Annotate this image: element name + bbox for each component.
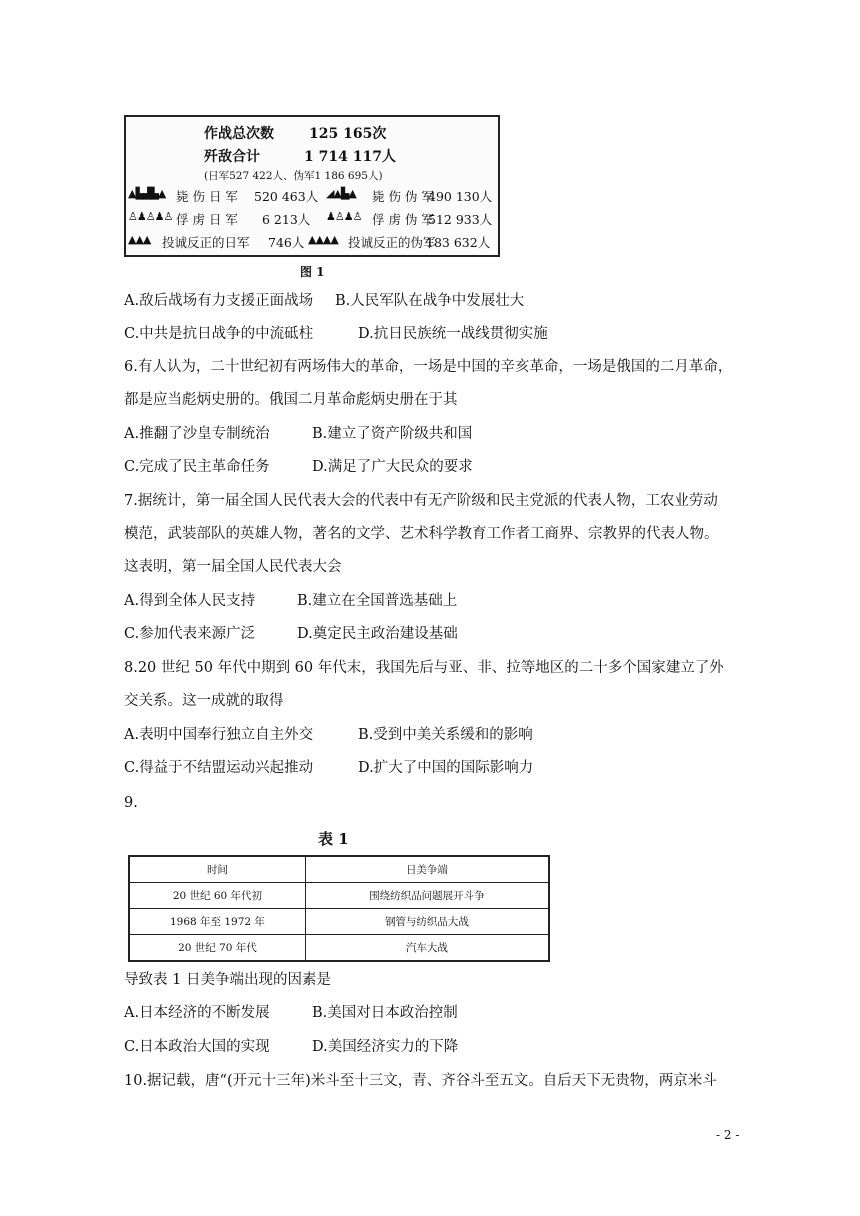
q8-option-c: C.得益于不结盟运动兴起推动 bbox=[124, 760, 314, 776]
stat-right-label: 投诚反正的伪军 bbox=[348, 235, 436, 250]
soldier-icon-group: ♟♙♟♙ bbox=[326, 210, 362, 223]
q9-option-d: D.美国经济实力的下降 bbox=[312, 1039, 459, 1055]
table-cell: 20 世纪 60 年代初 bbox=[129, 883, 305, 909]
stat-right-label: 毙 伤 伪 军 bbox=[372, 189, 434, 204]
table-cell: 汽车大战 bbox=[305, 935, 549, 962]
page-number: - 2 - bbox=[716, 1128, 740, 1142]
table-1 bbox=[128, 855, 550, 962]
stat-right-value: 512 933人 bbox=[428, 212, 493, 227]
soldier-icon-group: ▲▙▟▙▲ bbox=[128, 187, 166, 200]
stat-right-value: 490 130人 bbox=[428, 189, 493, 204]
q7-stem-line-2: 模范，武装部队的英雄人物，著名的文学、艺术科学教育工作者工商界、宗教界的代表人物。 bbox=[124, 526, 719, 542]
table-header-cell: 时间 bbox=[129, 856, 305, 883]
q8-option-a: A.表明中国奉行独立自主外交 bbox=[124, 727, 314, 743]
q5-option-a: A.敌后战场有力支援正面战场 bbox=[124, 293, 314, 309]
enemy-killed-label: 歼敌合计 bbox=[204, 149, 260, 165]
q6-option-c: C.完成了民主革命任务 bbox=[124, 459, 270, 475]
table-row bbox=[129, 883, 549, 909]
stat-left-value: 6 213人 bbox=[262, 212, 311, 227]
q5-option-c: C.中共是抗日战争的中流砥柱 bbox=[124, 326, 314, 342]
q7-stem-line-3: 这表明，第一届全国人民代表大会 bbox=[124, 559, 342, 575]
q10-stem-line-1: 10.据记载，唐“(开元十三年)米斗至十三文，青、齐谷斗至五文。自后天下无贵物，两京米斗 bbox=[124, 1073, 717, 1089]
q8-option-d: D.扩大了中国的国际影响力 bbox=[358, 760, 534, 776]
enemy-killed-value: 1 714 117人 bbox=[304, 149, 396, 165]
q8-option-b: B.受到中美关系缓和的影响 bbox=[358, 727, 533, 743]
total-battles-value: 125 165次 bbox=[309, 126, 387, 142]
table-row bbox=[129, 935, 549, 962]
q6-option-a: A.推翻了沙皇专制统治 bbox=[124, 426, 270, 442]
q8-stem-line-1: 8.20 世纪 50 年代中期到 60 年代末，我国先后与亚、非、拉等地区的二十多个国家建立了外 bbox=[124, 660, 724, 676]
table-cell: 1968 年至 1972 年 bbox=[129, 909, 305, 935]
table-cell: 围绕纺织品问题展开斗争 bbox=[305, 883, 549, 909]
q6-option-b: B.建立了资产阶级共和国 bbox=[312, 426, 473, 442]
q6-stem-line-1: 6.有人认为，二十世纪初有两场伟大的革命，一场是中国的辛亥革命，一场是俄国的二月革命， bbox=[124, 359, 733, 375]
q6-option-d: D.满足了广大民众的要求 bbox=[312, 459, 473, 475]
q8-stem-line-2: 交关系。这一成就的取得 bbox=[124, 693, 284, 709]
soldier-icon-group: ◢▲▙▲ bbox=[326, 187, 356, 200]
q7-option-c: C.参加代表来源广泛 bbox=[124, 626, 256, 642]
q9-stem: 导致表 1 日美争端出现的因素是 bbox=[124, 972, 331, 988]
stat-right-label: 俘 虏 伪 军 bbox=[372, 212, 434, 227]
table-1-title: 表 1 bbox=[318, 830, 349, 848]
q6-stem-line-2: 都是应当彪炳史册的。俄国二月革命彪炳史册在于其 bbox=[124, 392, 458, 408]
figure-1-caption: 图 1 bbox=[300, 265, 325, 279]
stat-left-label: 投诚反正的日军 bbox=[162, 235, 250, 250]
q5-option-d: D.抗日民族统一战线贯彻实施 bbox=[358, 326, 548, 342]
table-header-cell: 日美争端 bbox=[305, 856, 549, 883]
total-battles-label: 作战总次数 bbox=[204, 126, 274, 142]
q5-option-b: B.人民军队在战争中发展壮大 bbox=[335, 293, 525, 309]
stat-left-value: 520 463人 bbox=[254, 189, 319, 204]
stat-left-label: 俘 虏 日 军 bbox=[176, 212, 238, 227]
q7-option-d: D.奠定民主政治建设基础 bbox=[297, 626, 458, 642]
soldier-icon-group: ▲▲▲▲ bbox=[308, 233, 338, 246]
q7-option-a: A.得到全体人民支持 bbox=[124, 593, 256, 609]
table-row bbox=[129, 909, 549, 935]
q9-option-c: C.日本政治大国的实现 bbox=[124, 1039, 270, 1055]
q7-option-b: B.建立在全国普选基础上 bbox=[297, 593, 458, 609]
soldier-icon-group: ♙♟♙♟♙ bbox=[128, 210, 173, 223]
q9-option-a: A.日本经济的不断发展 bbox=[124, 1005, 270, 1021]
stat-right-value: 183 632人 bbox=[426, 235, 491, 250]
table-cell: 钢管与纺织品大战 bbox=[305, 909, 549, 935]
q7-stem-line-1: 7.据统计，第一届全国人民代表大会的代表中有无产阶级和民主党派的代表人物，工农业劳动 bbox=[124, 493, 718, 509]
table-header-row bbox=[129, 856, 549, 883]
table-cell: 20 世纪 70 年代 bbox=[129, 935, 305, 962]
enemy-breakdown-note: (日军527 422人、伪军1 186 695人) bbox=[204, 170, 383, 182]
soldier-icon-group: ▲▲▲ bbox=[128, 233, 151, 246]
figure-1-statistics-box bbox=[124, 115, 500, 257]
q9-number: 9. bbox=[124, 795, 138, 811]
q9-option-b: B.美国对日本政治控制 bbox=[312, 1005, 458, 1021]
stat-left-label: 毙 伤 日 军 bbox=[176, 189, 238, 204]
stat-left-value: 746人 bbox=[268, 235, 305, 250]
